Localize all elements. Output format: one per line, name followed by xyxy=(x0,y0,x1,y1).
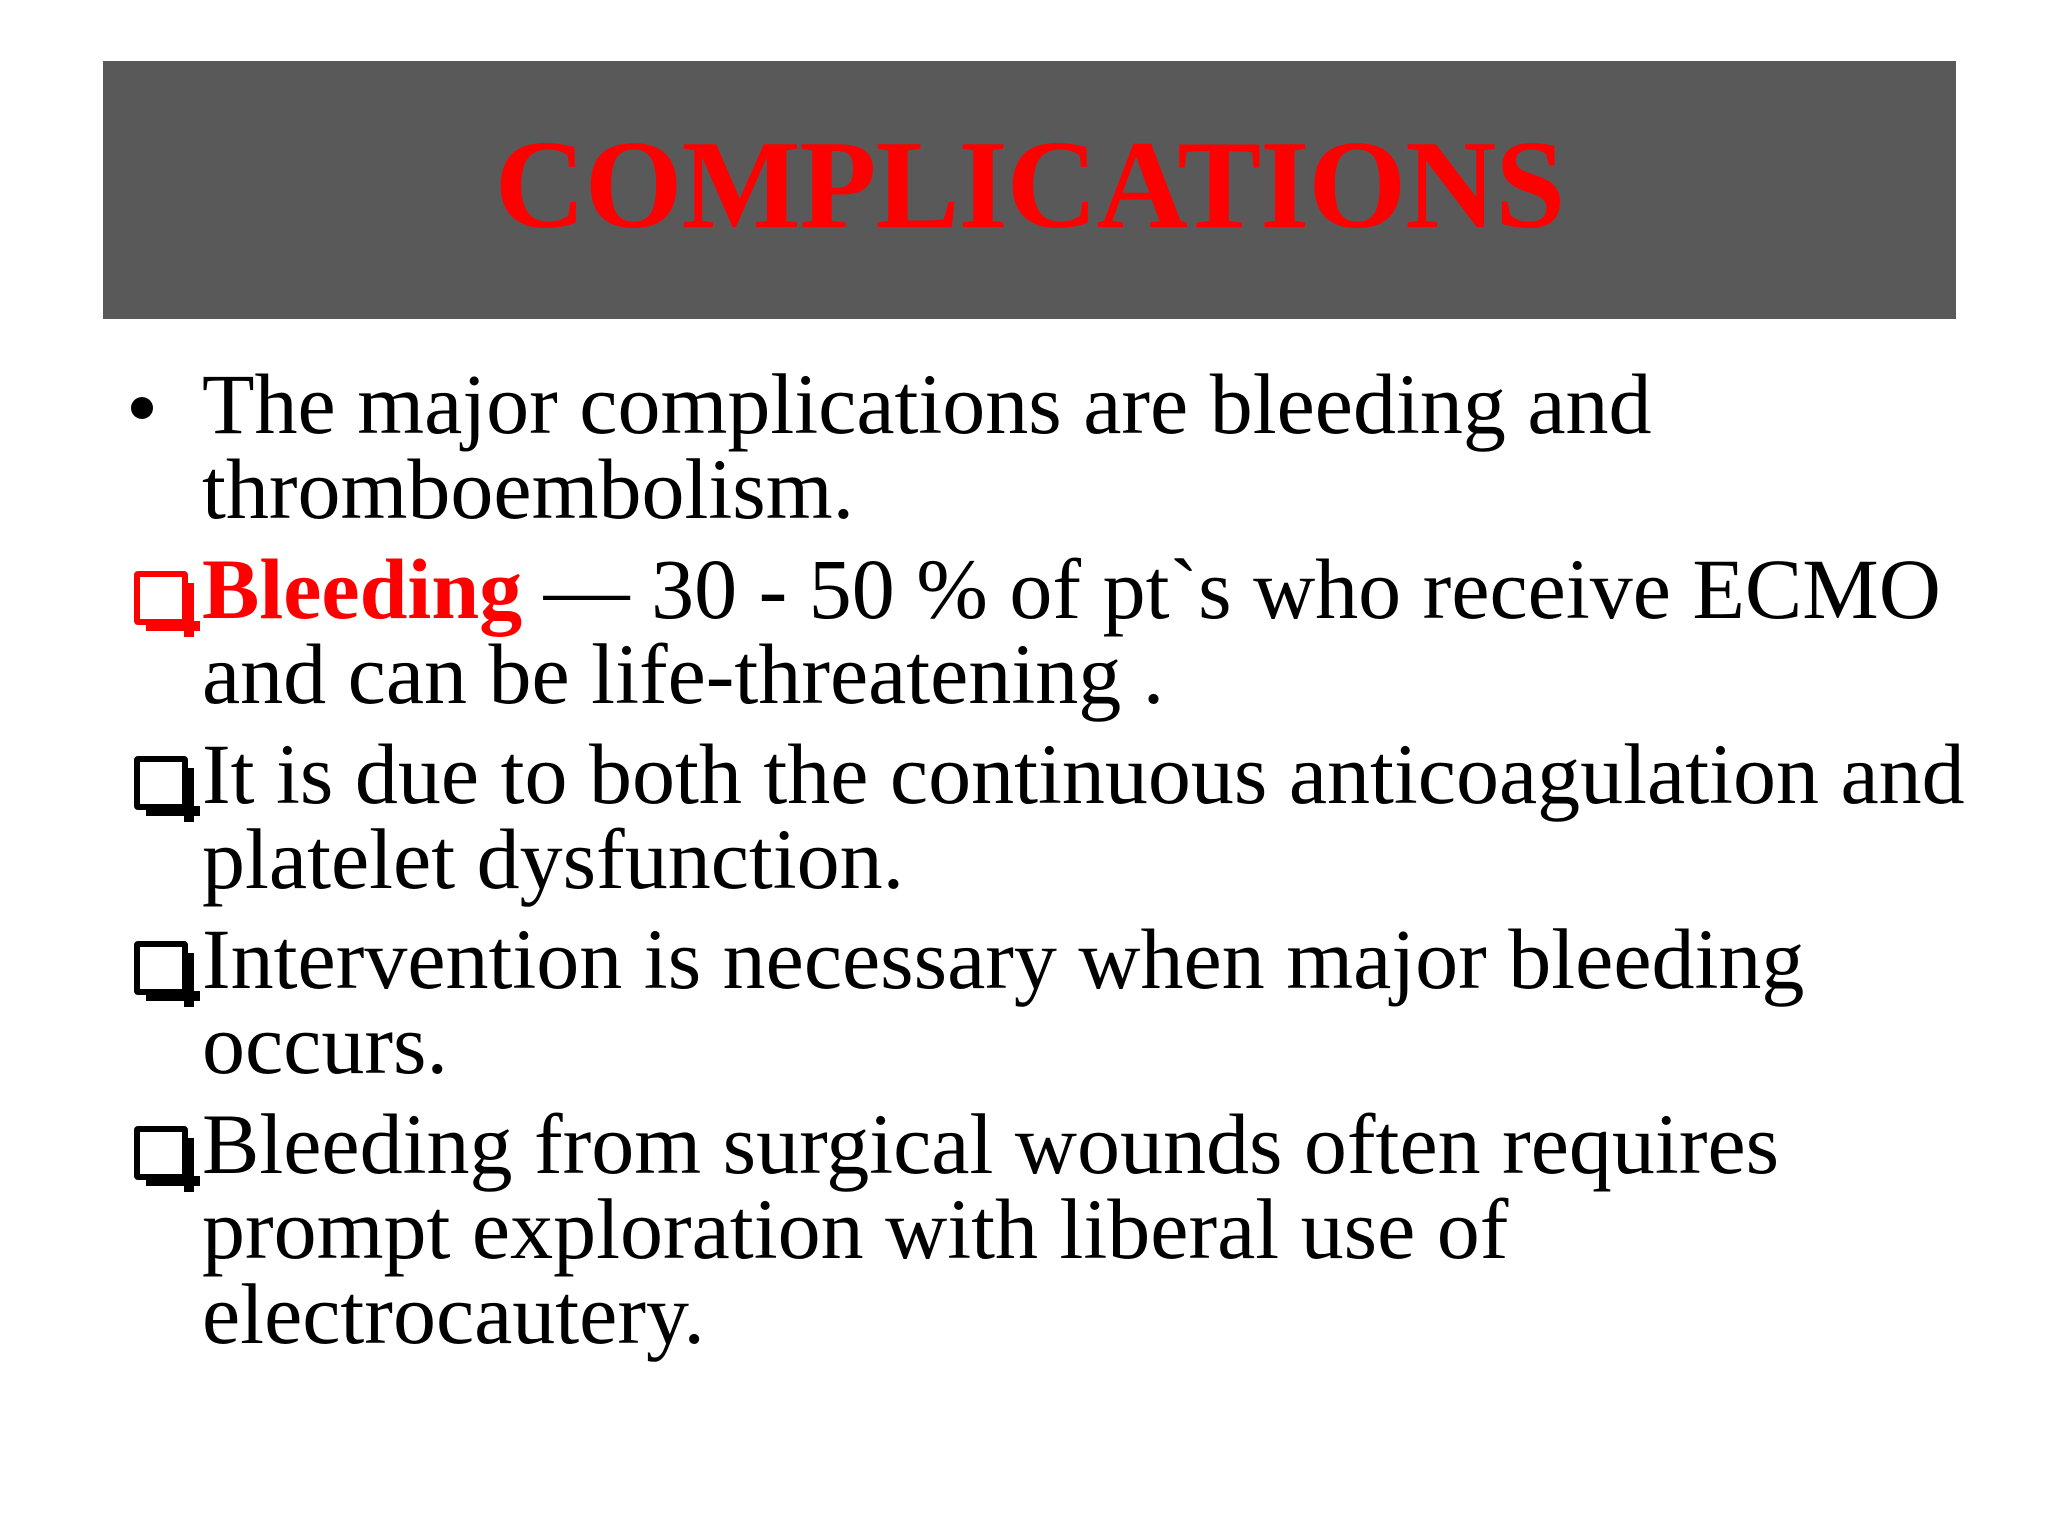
checkbox-icon xyxy=(118,547,202,632)
slide-title: COMPLICATIONS xyxy=(494,116,1565,255)
list-item-text: — 30 - 50 % of pt`s who receive ECMO and can be life-threatening . xyxy=(202,541,1941,722)
list-item xyxy=(118,541,1968,722)
checkbox-icon xyxy=(118,917,202,1002)
title-bar xyxy=(103,61,1956,319)
list-item xyxy=(118,911,1968,1092)
list-item-text: Intervention is necessary when major bleeding occurs. xyxy=(202,911,1805,1092)
checkbox-icon xyxy=(118,732,202,817)
bullet-list xyxy=(118,356,1968,1372)
list-item-text: The major complications are bleeding and thromboembolism. xyxy=(202,356,1652,537)
checkbox-icon xyxy=(118,1102,202,1187)
list-item-text: Bleeding from surgical wounds often requires prompt exploration with liberal use of electrocautery. xyxy=(202,1096,1780,1362)
list-item xyxy=(118,356,1968,537)
keyword-bleeding: Bleeding xyxy=(202,541,523,637)
list-item xyxy=(118,726,1968,907)
list-item-text: It is due to both the continuous anticoagulation and platelet dysfunction. xyxy=(202,726,1965,907)
list-item xyxy=(118,1096,1968,1362)
bullet-dot-icon xyxy=(118,362,202,447)
